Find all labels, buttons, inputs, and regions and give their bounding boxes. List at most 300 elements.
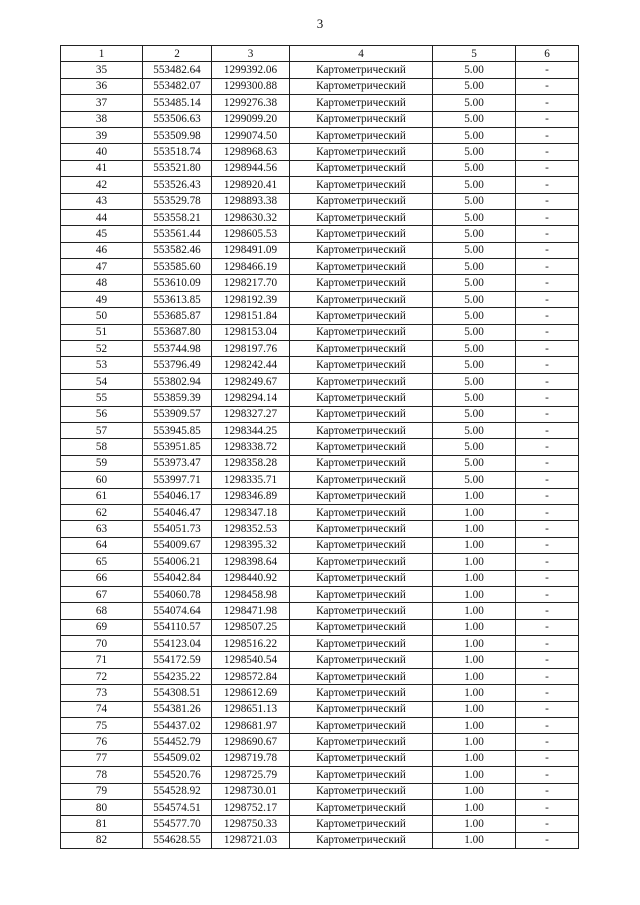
table-row	[61, 783, 579, 799]
y-coordinate-cell: 1298466.19	[212, 259, 290, 275]
accuracy-cell: 1.00	[433, 718, 516, 734]
accuracy-cell: 1.00	[433, 537, 516, 553]
table-row	[61, 127, 579, 143]
accuracy-cell: 5.00	[433, 193, 516, 209]
table-row	[61, 652, 579, 668]
point-number-cell: 82	[61, 832, 143, 848]
point-number-cell: 60	[61, 472, 143, 488]
accuracy-cell: 5.00	[433, 160, 516, 176]
point-number-cell: 77	[61, 750, 143, 766]
point-number-cell: 63	[61, 521, 143, 537]
y-coordinate-cell: 1298358.28	[212, 455, 290, 471]
accuracy-cell: 1.00	[433, 701, 516, 717]
method-cell: Картометрический	[290, 111, 433, 127]
note-cell: -	[516, 406, 579, 422]
table-row	[61, 668, 579, 684]
table-row	[61, 226, 579, 242]
x-coordinate-cell: 553518.74	[143, 144, 212, 160]
note-cell: -	[516, 521, 579, 537]
note-cell: -	[516, 95, 579, 111]
point-number-cell: 50	[61, 308, 143, 324]
method-cell: Картометрический	[290, 390, 433, 406]
note-cell: -	[516, 193, 579, 209]
y-coordinate-cell: 1298690.67	[212, 734, 290, 750]
x-coordinate-cell: 554308.51	[143, 685, 212, 701]
method-cell: Картометрический	[290, 62, 433, 78]
table-row	[61, 472, 579, 488]
y-coordinate-cell: 1298398.64	[212, 554, 290, 570]
table-row	[61, 603, 579, 619]
table-row	[61, 275, 579, 291]
x-coordinate-cell: 554060.78	[143, 586, 212, 602]
accuracy-cell: 5.00	[433, 95, 516, 111]
accuracy-cell: 1.00	[433, 488, 516, 504]
y-coordinate-cell: 1298752.17	[212, 799, 290, 815]
x-coordinate-cell: 553482.64	[143, 62, 212, 78]
y-coordinate-cell: 1298335.71	[212, 472, 290, 488]
x-coordinate-cell: 554051.73	[143, 521, 212, 537]
point-number-cell: 44	[61, 209, 143, 225]
y-coordinate-cell: 1298338.72	[212, 439, 290, 455]
accuracy-cell: 5.00	[433, 242, 516, 258]
y-coordinate-cell: 1298605.53	[212, 226, 290, 242]
point-number-cell: 75	[61, 718, 143, 734]
x-coordinate-cell: 554042.84	[143, 570, 212, 586]
coordinates-table	[60, 45, 579, 849]
note-cell: -	[516, 144, 579, 160]
table-row	[61, 619, 579, 635]
table-row	[61, 455, 579, 471]
note-cell: -	[516, 357, 579, 373]
method-cell: Картометрический	[290, 783, 433, 799]
point-number-cell: 38	[61, 111, 143, 127]
method-cell: Картометрический	[290, 341, 433, 357]
point-number-cell: 65	[61, 554, 143, 570]
y-coordinate-cell: 1299099.20	[212, 111, 290, 127]
table-body	[61, 62, 579, 849]
x-coordinate-cell: 554574.51	[143, 799, 212, 815]
point-number-cell: 81	[61, 816, 143, 832]
column-header-5: 5	[433, 46, 516, 62]
method-cell: Картометрический	[290, 78, 433, 94]
accuracy-cell: 5.00	[433, 259, 516, 275]
table-row	[61, 586, 579, 602]
table-row	[61, 242, 579, 258]
note-cell: -	[516, 537, 579, 553]
table-row	[61, 767, 579, 783]
point-number-cell: 45	[61, 226, 143, 242]
point-number-cell: 78	[61, 767, 143, 783]
point-number-cell: 58	[61, 439, 143, 455]
y-coordinate-cell: 1298346.89	[212, 488, 290, 504]
method-cell: Картометрический	[290, 439, 433, 455]
point-number-cell: 80	[61, 799, 143, 815]
accuracy-cell: 1.00	[433, 554, 516, 570]
accuracy-cell: 5.00	[433, 291, 516, 307]
table-row	[61, 422, 579, 438]
point-number-cell: 69	[61, 619, 143, 635]
note-cell: -	[516, 62, 579, 78]
x-coordinate-cell: 554452.79	[143, 734, 212, 750]
x-coordinate-cell: 554528.92	[143, 783, 212, 799]
y-coordinate-cell: 1298968.63	[212, 144, 290, 160]
accuracy-cell: 5.00	[433, 341, 516, 357]
method-cell: Картометрический	[290, 767, 433, 783]
table-row	[61, 685, 579, 701]
accuracy-cell: 1.00	[433, 521, 516, 537]
y-coordinate-cell: 1298920.41	[212, 177, 290, 193]
y-coordinate-cell: 1298347.18	[212, 504, 290, 520]
y-coordinate-cell: 1298730.01	[212, 783, 290, 799]
method-cell: Картометрический	[290, 242, 433, 258]
accuracy-cell: 1.00	[433, 750, 516, 766]
accuracy-cell: 1.00	[433, 636, 516, 652]
accuracy-cell: 1.00	[433, 832, 516, 848]
x-coordinate-cell: 553529.78	[143, 193, 212, 209]
table-row	[61, 537, 579, 553]
table-row	[61, 488, 579, 504]
x-coordinate-cell: 553685.87	[143, 308, 212, 324]
y-coordinate-cell: 1298458.98	[212, 586, 290, 602]
accuracy-cell: 5.00	[433, 406, 516, 422]
accuracy-cell: 5.00	[433, 373, 516, 389]
column-header-4: 4	[290, 46, 433, 62]
note-cell: -	[516, 767, 579, 783]
method-cell: Картометрический	[290, 570, 433, 586]
accuracy-cell: 1.00	[433, 799, 516, 815]
table-row	[61, 177, 579, 193]
x-coordinate-cell: 553859.39	[143, 390, 212, 406]
x-coordinate-cell: 554235.22	[143, 668, 212, 684]
note-cell: -	[516, 750, 579, 766]
y-coordinate-cell: 1298440.92	[212, 570, 290, 586]
method-cell: Картометрический	[290, 406, 433, 422]
column-header-2: 2	[143, 46, 212, 62]
point-number-cell: 51	[61, 324, 143, 340]
note-cell: -	[516, 111, 579, 127]
accuracy-cell: 5.00	[433, 127, 516, 143]
note-cell: -	[516, 799, 579, 815]
y-coordinate-cell: 1298395.32	[212, 537, 290, 553]
method-cell: Картометрический	[290, 193, 433, 209]
table-row	[61, 111, 579, 127]
point-number-cell: 35	[61, 62, 143, 78]
point-number-cell: 62	[61, 504, 143, 520]
note-cell: -	[516, 422, 579, 438]
y-coordinate-cell: 1298217.70	[212, 275, 290, 291]
method-cell: Картометрический	[290, 144, 433, 160]
note-cell: -	[516, 209, 579, 225]
table-row	[61, 291, 579, 307]
table-row	[61, 259, 579, 275]
x-coordinate-cell: 553997.71	[143, 472, 212, 488]
accuracy-cell: 1.00	[433, 783, 516, 799]
x-coordinate-cell: 553744.98	[143, 341, 212, 357]
y-coordinate-cell: 1299300.88	[212, 78, 290, 94]
y-coordinate-cell: 1298294.14	[212, 390, 290, 406]
x-coordinate-cell: 554006.21	[143, 554, 212, 570]
note-cell: -	[516, 570, 579, 586]
x-coordinate-cell: 553485.14	[143, 95, 212, 111]
x-coordinate-cell: 554509.02	[143, 750, 212, 766]
x-coordinate-cell: 554520.76	[143, 767, 212, 783]
method-cell: Картометрический	[290, 701, 433, 717]
x-coordinate-cell: 553973.47	[143, 455, 212, 471]
method-cell: Картометрический	[290, 160, 433, 176]
x-coordinate-cell: 553796.49	[143, 357, 212, 373]
accuracy-cell: 1.00	[433, 504, 516, 520]
x-coordinate-cell: 553951.85	[143, 439, 212, 455]
x-coordinate-cell: 554172.59	[143, 652, 212, 668]
accuracy-cell: 1.00	[433, 586, 516, 602]
y-coordinate-cell: 1298197.76	[212, 341, 290, 357]
method-cell: Картометрический	[290, 472, 433, 488]
method-cell: Картометрический	[290, 291, 433, 307]
table-row	[61, 750, 579, 766]
accuracy-cell: 5.00	[433, 275, 516, 291]
method-cell: Картометрический	[290, 799, 433, 815]
table-row	[61, 570, 579, 586]
point-number-cell: 61	[61, 488, 143, 504]
x-coordinate-cell: 553802.94	[143, 373, 212, 389]
table-row	[61, 816, 579, 832]
table-row	[61, 406, 579, 422]
point-number-cell: 79	[61, 783, 143, 799]
point-number-cell: 40	[61, 144, 143, 160]
note-cell: -	[516, 160, 579, 176]
method-cell: Картометрический	[290, 750, 433, 766]
table-row	[61, 439, 579, 455]
method-cell: Картометрический	[290, 455, 433, 471]
point-number-cell: 49	[61, 291, 143, 307]
point-number-cell: 55	[61, 390, 143, 406]
accuracy-cell: 5.00	[433, 226, 516, 242]
note-cell: -	[516, 734, 579, 750]
note-cell: -	[516, 603, 579, 619]
y-coordinate-cell: 1298516.22	[212, 636, 290, 652]
accuracy-cell: 5.00	[433, 324, 516, 340]
column-header-3: 3	[212, 46, 290, 62]
note-cell: -	[516, 718, 579, 734]
method-cell: Картометрический	[290, 668, 433, 684]
point-number-cell: 43	[61, 193, 143, 209]
accuracy-cell: 5.00	[433, 111, 516, 127]
x-coordinate-cell: 554437.02	[143, 718, 212, 734]
point-number-cell: 37	[61, 95, 143, 111]
table-row	[61, 504, 579, 520]
column-header-1: 1	[61, 46, 143, 62]
y-coordinate-cell: 1298944.56	[212, 160, 290, 176]
note-cell: -	[516, 816, 579, 832]
y-coordinate-cell: 1298153.04	[212, 324, 290, 340]
table-row	[61, 521, 579, 537]
point-number-cell: 64	[61, 537, 143, 553]
point-number-cell: 71	[61, 652, 143, 668]
x-coordinate-cell: 553610.09	[143, 275, 212, 291]
method-cell: Картометрический	[290, 554, 433, 570]
point-number-cell: 56	[61, 406, 143, 422]
table-row	[61, 701, 579, 717]
table-row	[61, 832, 579, 848]
method-cell: Картометрический	[290, 586, 433, 602]
accuracy-cell: 5.00	[433, 144, 516, 160]
y-coordinate-cell: 1298719.78	[212, 750, 290, 766]
x-coordinate-cell: 553687.80	[143, 324, 212, 340]
note-cell: -	[516, 439, 579, 455]
method-cell: Картометрический	[290, 603, 433, 619]
method-cell: Картометрический	[290, 95, 433, 111]
x-coordinate-cell: 553506.63	[143, 111, 212, 127]
y-coordinate-cell: 1298750.33	[212, 816, 290, 832]
x-coordinate-cell: 553945.85	[143, 422, 212, 438]
table-row	[61, 78, 579, 94]
y-coordinate-cell: 1298651.13	[212, 701, 290, 717]
x-coordinate-cell: 554009.67	[143, 537, 212, 553]
method-cell: Картометрический	[290, 373, 433, 389]
point-number-cell: 70	[61, 636, 143, 652]
note-cell: -	[516, 701, 579, 717]
table-row	[61, 636, 579, 652]
accuracy-cell: 5.00	[433, 78, 516, 94]
x-coordinate-cell: 554123.04	[143, 636, 212, 652]
point-number-cell: 39	[61, 127, 143, 143]
accuracy-cell: 5.00	[433, 308, 516, 324]
method-cell: Картометрический	[290, 718, 433, 734]
y-coordinate-cell: 1298344.25	[212, 422, 290, 438]
note-cell: -	[516, 275, 579, 291]
accuracy-cell: 5.00	[433, 439, 516, 455]
point-number-cell: 59	[61, 455, 143, 471]
table-row	[61, 390, 579, 406]
x-coordinate-cell: 553561.44	[143, 226, 212, 242]
point-number-cell: 66	[61, 570, 143, 586]
table-row	[61, 324, 579, 340]
column-header-6: 6	[516, 46, 579, 62]
y-coordinate-cell: 1299392.06	[212, 62, 290, 78]
x-coordinate-cell: 554381.26	[143, 701, 212, 717]
table-row	[61, 160, 579, 176]
accuracy-cell: 5.00	[433, 455, 516, 471]
accuracy-cell: 5.00	[433, 209, 516, 225]
y-coordinate-cell: 1298725.79	[212, 767, 290, 783]
method-cell: Картометрический	[290, 308, 433, 324]
table-row	[61, 308, 579, 324]
method-cell: Картометрический	[290, 422, 433, 438]
point-number-cell: 57	[61, 422, 143, 438]
x-coordinate-cell: 553526.43	[143, 177, 212, 193]
method-cell: Картометрический	[290, 734, 433, 750]
point-number-cell: 36	[61, 78, 143, 94]
x-coordinate-cell: 554074.64	[143, 603, 212, 619]
x-coordinate-cell: 553558.21	[143, 209, 212, 225]
x-coordinate-cell: 554628.55	[143, 832, 212, 848]
method-cell: Картометрический	[290, 504, 433, 520]
accuracy-cell: 5.00	[433, 472, 516, 488]
y-coordinate-cell: 1298352.53	[212, 521, 290, 537]
note-cell: -	[516, 390, 579, 406]
point-number-cell: 52	[61, 341, 143, 357]
point-number-cell: 42	[61, 177, 143, 193]
table-row	[61, 718, 579, 734]
method-cell: Картометрический	[290, 832, 433, 848]
accuracy-cell: 1.00	[433, 685, 516, 701]
point-number-cell: 73	[61, 685, 143, 701]
note-cell: -	[516, 242, 579, 258]
y-coordinate-cell: 1298721.03	[212, 832, 290, 848]
point-number-cell: 74	[61, 701, 143, 717]
x-coordinate-cell: 553613.85	[143, 291, 212, 307]
accuracy-cell: 1.00	[433, 603, 516, 619]
table-row	[61, 373, 579, 389]
x-coordinate-cell: 553509.98	[143, 127, 212, 143]
accuracy-cell: 5.00	[433, 422, 516, 438]
table-row	[61, 144, 579, 160]
accuracy-cell: 1.00	[433, 734, 516, 750]
method-cell: Картометрический	[290, 521, 433, 537]
point-number-cell: 68	[61, 603, 143, 619]
y-coordinate-cell: 1298471.98	[212, 603, 290, 619]
point-number-cell: 72	[61, 668, 143, 684]
y-coordinate-cell: 1298612.69	[212, 685, 290, 701]
method-cell: Картометрический	[290, 652, 433, 668]
note-cell: -	[516, 308, 579, 324]
table-header-row	[61, 46, 579, 62]
x-coordinate-cell: 553582.46	[143, 242, 212, 258]
point-number-cell: 53	[61, 357, 143, 373]
y-coordinate-cell: 1298572.84	[212, 668, 290, 684]
note-cell: -	[516, 668, 579, 684]
note-cell: -	[516, 78, 579, 94]
method-cell: Картометрический	[290, 619, 433, 635]
accuracy-cell: 5.00	[433, 177, 516, 193]
accuracy-cell: 1.00	[433, 652, 516, 668]
note-cell: -	[516, 586, 579, 602]
note-cell: -	[516, 636, 579, 652]
accuracy-cell: 1.00	[433, 767, 516, 783]
note-cell: -	[516, 324, 579, 340]
note-cell: -	[516, 685, 579, 701]
point-number-cell: 48	[61, 275, 143, 291]
x-coordinate-cell: 554046.17	[143, 488, 212, 504]
point-number-cell: 67	[61, 586, 143, 602]
method-cell: Картометрический	[290, 324, 433, 340]
accuracy-cell: 5.00	[433, 357, 516, 373]
method-cell: Картометрический	[290, 816, 433, 832]
note-cell: -	[516, 619, 579, 635]
y-coordinate-cell: 1298507.25	[212, 619, 290, 635]
x-coordinate-cell: 553482.07	[143, 78, 212, 94]
y-coordinate-cell: 1298151.84	[212, 308, 290, 324]
point-number-cell: 76	[61, 734, 143, 750]
point-number-cell: 46	[61, 242, 143, 258]
method-cell: Картометрический	[290, 177, 433, 193]
y-coordinate-cell: 1299074.50	[212, 127, 290, 143]
method-cell: Картометрический	[290, 488, 433, 504]
note-cell: -	[516, 373, 579, 389]
accuracy-cell: 1.00	[433, 570, 516, 586]
x-coordinate-cell: 553521.80	[143, 160, 212, 176]
note-cell: -	[516, 127, 579, 143]
accuracy-cell: 5.00	[433, 62, 516, 78]
accuracy-cell: 1.00	[433, 668, 516, 684]
point-number-cell: 47	[61, 259, 143, 275]
table-row	[61, 554, 579, 570]
accuracy-cell: 1.00	[433, 619, 516, 635]
table-row	[61, 799, 579, 815]
x-coordinate-cell: 554046.47	[143, 504, 212, 520]
y-coordinate-cell: 1298327.27	[212, 406, 290, 422]
note-cell: -	[516, 455, 579, 471]
